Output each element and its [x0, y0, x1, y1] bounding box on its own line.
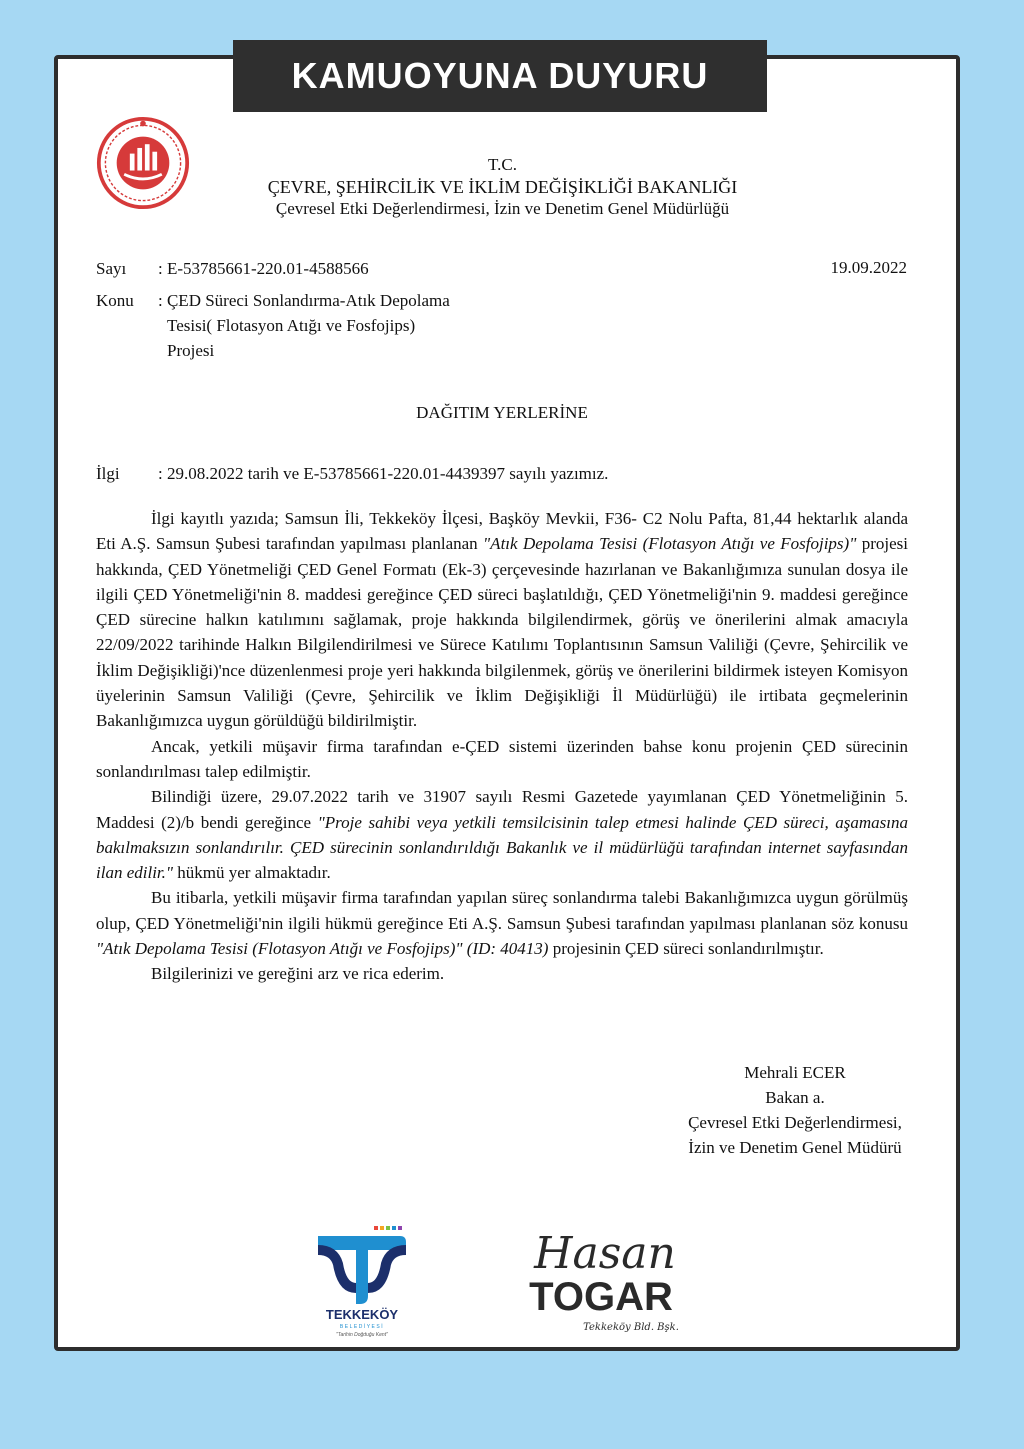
signer-role: Bakan a.: [765, 1088, 825, 1107]
signer-name: Mehrali ECER: [744, 1063, 846, 1082]
paragraph-4: [96, 885, 908, 961]
tekkekoy-municipality-logo: [312, 1222, 412, 1342]
header-directorate: Çevresel Etki Değerlendirmesi, İzin ve Denetim Genel Müdürlüğü: [275, 199, 730, 218]
paragraph-3: [96, 784, 908, 885]
paragraph-1: [96, 506, 908, 734]
ministry-header: [200, 154, 805, 220]
konu-row: [96, 288, 596, 368]
p1-text: İlgi kayıtlı yazıda; Samsun İli, Tekkeköy İlçesi, Başköy Mevkii, F36- C2 Nolu Pafta, 81,44 hektarlık alanda Eti A.Ş. Samsun Şubesi tarafından yapılması planlanan: [96, 509, 908, 554]
konu-line-1: : ÇED Süreci Sonlandırma-Atık Depolama: [158, 291, 450, 310]
p3-quote: "Proje sahibi veya yetkili temsilcisinin talep etmesi halinde ÇED süreci, aşamasına bakılmaksızın sonlandırılır. ÇED sürecinin sonlandırıldığı Bakanlık ve il müdürlüğü tarafından internet sayfasından ilan edilir.": [96, 812, 908, 883]
ilgi-label: İlgi: [96, 464, 120, 483]
sayi-label: Sayı: [96, 259, 127, 278]
paragraph-5: Bilgilerinizi ve gereğini arz ve rica ederim.: [151, 964, 445, 984]
announcement-banner: KAMUOYUNA DUYURU: [233, 40, 767, 112]
konu-line-3: Projesi: [167, 341, 215, 360]
tekkekoy-slogan: "Tarihin Doğduğu Kent": [336, 1332, 388, 1338]
ministry-seal-logo: [96, 116, 190, 210]
konu-label: Konu: [96, 291, 134, 310]
signature-block: [660, 1060, 930, 1160]
hasan-togar-logo: [505, 1222, 695, 1342]
p3-text-cont: hükmü yer almaktadır.: [173, 863, 331, 883]
p3-text: Bilindiği üzere, 29.07.2022 tarih ve 31907 sayılı Resmi Gazetede yayımlanan ÇED Yönetmeliğinin 5. Maddesi (2)/b bendi gereğince: [96, 787, 908, 832]
sayi-value: : E-53785661-220.01-4588566: [158, 259, 369, 278]
signer-title-1: Çevresel Etki Değerlendirmesi,: [688, 1113, 902, 1132]
p4-text: Bu itibarla, yetkili müşavir firma tarafından yapılan süreç sonlandırma talebi Bakanlığımızca uygun görülmüş olup, ÇED Yönetmeliği'nin ilgili hükmü gereğince Eti A.Ş. Samsun Şubesi tarafından yapılması planlanan söz konusu: [96, 888, 908, 933]
ilgi-row: [96, 461, 896, 491]
document-date: 19.09.2022: [830, 258, 907, 277]
sayi-row: [96, 256, 596, 286]
header-tc: T.C.: [488, 155, 517, 174]
konu-line-2: Tesisi( Flotasyon Atığı ve Fosfojips): [167, 316, 416, 335]
p4-text-cont: projesinin ÇED süreci sonlandırılmıştır.: [548, 939, 824, 959]
letter-body: [96, 506, 908, 987]
distribution-heading: DAĞITIM YERLERİNE: [416, 403, 588, 422]
signer-title-2: İzin ve Denetim Genel Müdürü: [688, 1138, 902, 1157]
paragraph-2: Ancak, yetkili müşavir firma tarafından e-ÇED sistemi üzerinden bahse konu projenin ÇED sürecinin sonlandırılması talep edilmiştir.: [96, 736, 908, 781]
ilgi-value: : 29.08.2022 tarih ve E-53785661-220.01-4439397 sayılı yazımız.: [158, 464, 609, 483]
p1-project-name: "Atık Depolama Tesisi (Flotasyon Atığı ve Fosfojips)": [483, 534, 857, 554]
togar-subtitle: Tekkeköy Bld. Bşk.: [583, 1322, 679, 1333]
header-ministry-name: ÇEVRE, ŞEHİRCİLİK VE İKLİM DEĞİŞİKLİĞİ BAKANLIĞI: [267, 177, 738, 197]
hasan-text: Hasan: [534, 1228, 676, 1279]
p4-project-name: "Atık Depolama Tesisi (Flotasyon Atığı ve Fosfojips)" (ID: 40413): [96, 939, 549, 959]
p1-text-cont: projesi hakkında, ÇED Yönetmeliği ÇED Genel Formatı (Ek-3) çerçevesinde hazırlanan ve Bakanlığımıza sunulan dosya ile ilgili ÇED Yönetmeliği'nin 8. maddesi gereğince ÇED süreci başlatıldığı, ÇED Yönetmeliği'nin 9. maddesi gereğince ÇED sürecine halkın katılımını sağlamak, proje hakkında bilgilendirmek, görüş ve önerilerini almak amacıyla 22/09/2022 tarihinde Halkın Bilgilendirilmesi ve Sürece Katılımı Toplantısının Samsun Valiliği (Çevre, Şehircilik ve İklim Değişikliği)'nce düzenlenmesi proje yeri hakkında bilgilenmek, görüş ve önerilerini bildirmek isteyen Komisyon üyelerinin Samsun Valiliği (Çevre, Şehircilik ve İklim Değişikliği İl Müdürlüğü) ile irtibata geçmelerinin Bakanlığımızca uygun görüldüğü bildirilmiştir.: [96, 534, 909, 731]
togar-text: TOGAR: [529, 1275, 673, 1319]
tekkekoy-sub: BELEDİYESİ: [339, 1324, 385, 1330]
tekkekoy-name: TEKKEKÖY: [325, 1307, 399, 1322]
